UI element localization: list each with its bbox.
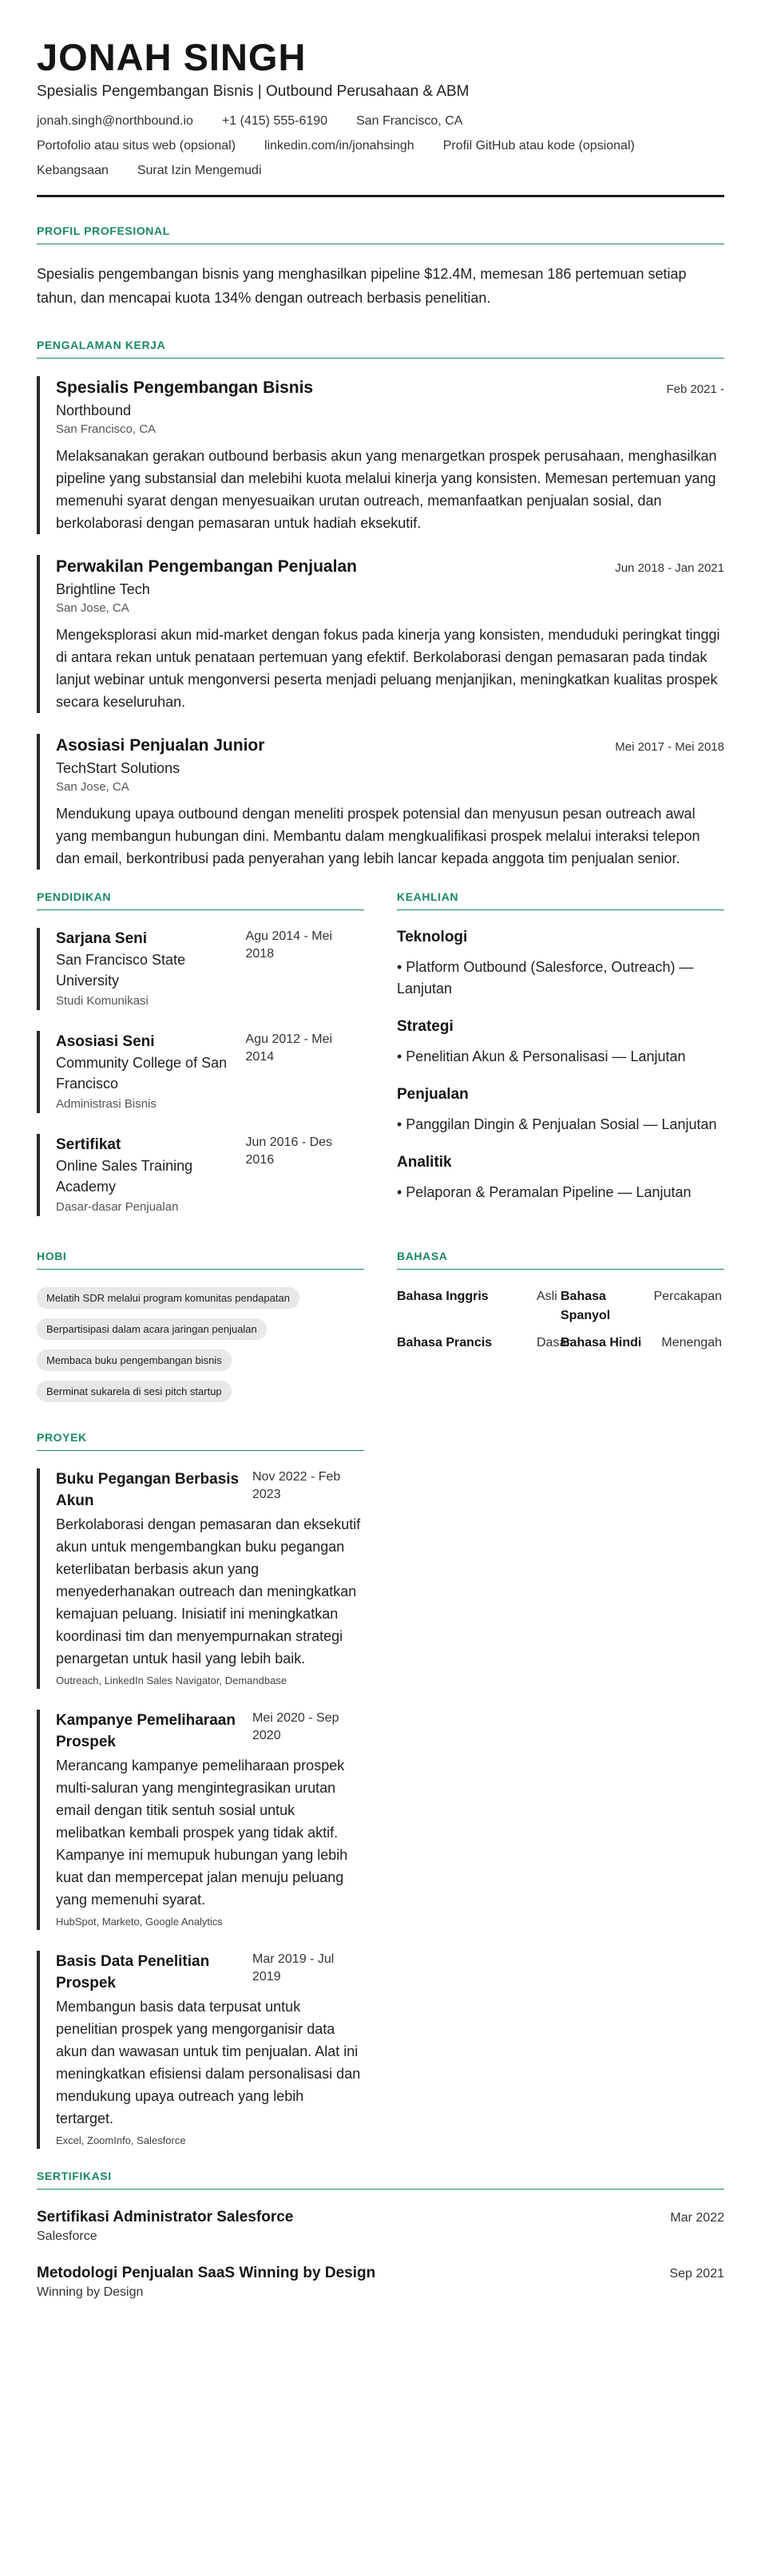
resume-header <box>37 37 724 197</box>
skill-item: • Pelaporan & Peramalan Pipeline — Lanjutan <box>397 1183 692 1200</box>
certification-date: Mar 2022 <box>670 2210 724 2225</box>
project-description: Merancang kampanye pemeliharaan prospek multi-saluran yang mengintegrasikan urutan email dengan titik sentuh sosial untuk melibatkan kembali prospek yang tidak aktif. Kampanye ini memupuk hubungan yang lebih kuat dan mempercepat jalan menuju peluang yang memenuhi syarat. <box>56 1757 348 1908</box>
job-company: TechStart Solutions <box>56 759 180 776</box>
education-skills-row <box>37 890 724 1237</box>
job-title: Perwakilan Pengembangan Penjualan <box>56 557 357 576</box>
contact-row-links <box>37 138 724 154</box>
project-date: Nov 2022 - Feb 2023 <box>252 1469 341 1501</box>
certification-issuer: Salesforce <box>37 2229 97 2243</box>
education-degree: Sertifikat <box>56 1135 121 1153</box>
project-title: Kampanye Pemeliharaan Prospek <box>56 1711 236 1750</box>
job-description: Mendukung upaya outbound dengan meneliti prospek potensial dan menyusun pesan outreach awal yang membangun hubungan dini. Membantu dalam mengkualifikasi prospek melalui interaksi telepon dan email, berkontribusi pada penyerahan yang lebih lancar kepada anggota tim penjualan senior. <box>56 805 700 866</box>
skill-category: Teknologi <box>397 928 468 945</box>
education-entry <box>37 928 364 1010</box>
project-tools: Outreach, LinkedIn Sales Navigator, Demandbase <box>56 1674 287 1686</box>
language-level: Dasar <box>537 1335 571 1349</box>
hobbies-section-title: HOBI <box>37 1250 364 1270</box>
job-company: Northbound <box>56 402 132 418</box>
hobby-list <box>37 1287 364 1412</box>
job-location: San Jose, CA <box>56 600 129 615</box>
skill-category: Penjualan <box>397 1085 469 1103</box>
job-title: Asosiasi Penjualan Junior <box>56 735 265 755</box>
hobby-chip: Melatih SDR melalui program komunitas pendapatan <box>37 1287 299 1309</box>
language-name: Bahasa Inggris <box>397 1289 489 1303</box>
project-tools: HubSpot, Marketo, Google Analytics <box>56 1915 223 1928</box>
contact-driving-license: Surat Izin Mengemudi <box>137 163 262 177</box>
contact-nationality: Kebangsaan <box>37 163 109 177</box>
contact-email[interactable]: jonah.singh@northbound.io <box>37 113 193 128</box>
language-name: Bahasa Prancis <box>397 1335 493 1349</box>
job-date: Mei 2017 - Mei 2018 <box>615 739 724 754</box>
project-description: Berkolaborasi dengan pemasaran dan eksekutif akun untuk mengembangkan buku pegangan keterlibatan berbasis akun yang menyederhanakan outreach dan meningkatkan kemajuan peluang. Inisiatif ini meningkatkan koordinasi tim dan menyempurnakan strategi penargetan untuk hasil yang lebih baik. <box>56 1516 361 1666</box>
education-degree: Asosiasi Seni <box>56 1032 155 1050</box>
hobby-chip: Berminat sukarela di sesi pitch startup <box>37 1381 232 1402</box>
skill-group <box>397 1017 724 1068</box>
education-degree: Sarjana Seni <box>56 929 148 947</box>
education-field: Dasar-dasar Penjualan <box>56 1199 179 1214</box>
experience-section-title: PENGALAMAN KERJA <box>37 339 724 359</box>
education-date: Agu 2012 - Mei 2014 <box>245 1032 333 1064</box>
projects-section-title: PROYEK <box>37 1431 364 1451</box>
contact-location: San Francisco, CA <box>356 113 463 128</box>
language-grid <box>397 1287 724 1353</box>
project-entry <box>37 1951 364 2149</box>
certification-name: Metodologi Penjualan SaaS Winning by Design <box>37 2264 376 2281</box>
job-location: San Francisco, CA <box>56 422 157 436</box>
contact-row-primary <box>37 113 724 129</box>
contact-github[interactable]: Profil GitHub atau kode (opsional) <box>442 138 635 153</box>
skill-group <box>397 1153 724 1203</box>
skill-group <box>397 928 724 1000</box>
education-entry <box>37 1134 364 1216</box>
certification-issuer: Winning by Design <box>37 2285 144 2299</box>
skill-item: • Penelitian Akun & Personalisasi — Lanjutan <box>397 1048 686 1064</box>
project-date: Mei 2020 - Sep 2020 <box>252 1710 339 1742</box>
skill-item: • Panggilan Dingin & Penjualan Sosial — Lanjutan <box>397 1116 717 1132</box>
project-entry <box>37 1468 364 1689</box>
languages-section <box>397 1250 724 1412</box>
experience-entry <box>37 555 724 713</box>
language-level: Menengah <box>661 1335 722 1349</box>
language-level: Percakapan <box>653 1289 722 1303</box>
skill-category: Analitik <box>397 1153 452 1171</box>
profile-section <box>37 224 724 310</box>
contact-linkedin[interactable]: linkedin.com/in/jonahsingh <box>264 138 414 153</box>
job-date: Feb 2021 - <box>666 382 724 396</box>
education-school: Online Sales Training Academy <box>56 1157 193 1195</box>
job-title: Spesialis Pengembangan Bisnis <box>56 378 314 397</box>
languages-section-title: BAHASA <box>397 1250 724 1270</box>
project-tools: Excel, ZoomInfo, Salesforce <box>56 2134 186 2146</box>
certification-entry <box>37 2207 724 2245</box>
project-entry <box>37 1710 364 1930</box>
profile-section-title: PROFIL PROFESIONAL <box>37 224 724 244</box>
job-description: Mengeksplorasi akun mid-market dengan fokus pada kinerja yang konsisten, menduduki peringkat tinggi di antara rekan untuk penataan pertemuan yang efektif. Berkolaborasi dengan pemasaran pada tindak lanjut webinar untuk mengonversi peserta menjadi peluang menjanjikan, meningkatkan kualitas prospek secara keseluruhan. <box>56 626 720 710</box>
education-school: Community College of San Francisco <box>56 1054 228 1092</box>
profile-summary: Spesialis pengembangan bisnis yang menghasilkan pipeline $12.4M, memesan 186 pertemuan setiap tahun, dan mencapai kuota 134% dengan outreach berbasis penelitian. <box>37 265 687 306</box>
project-title: Buku Pegangan Berbasis Akun <box>56 1470 240 1509</box>
education-entry <box>37 1031 364 1113</box>
header-divider <box>37 195 724 197</box>
education-field: Studi Komunikasi <box>56 993 149 1008</box>
certification-name: Sertifikasi Administrator Salesforce <box>37 2208 294 2225</box>
certification-entry <box>37 2263 724 2301</box>
candidate-name: JONAH SINGH <box>37 36 307 78</box>
hobby-chip: Membaca buku pengembangan bisnis <box>37 1349 232 1371</box>
skills-section <box>397 890 724 1237</box>
projects-section <box>37 1431 364 2149</box>
experience-section <box>37 339 724 870</box>
hobby-chip: Berpartisipasi dalam acara jaringan penjualan <box>37 1318 267 1340</box>
project-date: Mar 2019 - Jul 2019 <box>252 1952 335 1984</box>
candidate-headline: Spesialis Pengembangan Bisnis | Outbound Perusahaan & ABM <box>37 82 470 100</box>
job-company: Brightline Tech <box>56 581 150 597</box>
contact-phone[interactable]: +1 (415) 555-6190 <box>221 113 328 128</box>
certifications-section <box>37 2170 724 2301</box>
skill-category: Strategi <box>397 1017 454 1035</box>
contact-row-extra <box>37 163 724 179</box>
skill-group <box>397 1085 724 1135</box>
skill-item: • Platform Outbound (Salesforce, Outreach) — Lanjutan <box>397 958 694 997</box>
job-description: Melaksanakan gerakan outbound berbasis akun yang menargetkan prospek perusahaan, menghasilkan pipeline yang substansial dan melebihi kuota melalui kinerja yang konsisten. Memesan pertemuan yang memenuhi syarat dengan menyesuaikan urutan outreach, memanfaatkan penjualan sosial, dan berkolaborasi dengan pemasaran untuk hadiah eksekutif. <box>56 447 717 531</box>
language-level: Asli <box>537 1289 557 1303</box>
project-description: Membangun basis data terpusat untuk penelitian prospek yang mengorganisir data akun dan wawasan untuk tim penjualan. Alat ini meningkatkan efisiensi dalam personalisasi dan mendukung upaya outreach yang lebih tertarget. <box>56 1998 361 2126</box>
education-date: Jun 2016 - Des 2016 <box>245 1135 333 1167</box>
skills-section-title: KEAHLIAN <box>397 890 724 910</box>
job-date: Jun 2018 - Jan 2021 <box>615 561 724 575</box>
certifications-section-title: SERTIFIKASI <box>37 2170 724 2190</box>
language-name: Bahasa Spanyol <box>561 1289 611 1322</box>
experience-entry <box>37 734 724 870</box>
language-name: Bahasa Hindi <box>561 1335 642 1349</box>
experience-entry <box>37 376 724 534</box>
hobbies-languages-row <box>37 1250 724 1412</box>
certification-date: Sep 2021 <box>669 2266 724 2281</box>
education-date: Agu 2014 - Mei 2018 <box>245 929 333 961</box>
education-field: Administrasi Bisnis <box>56 1096 157 1111</box>
education-section-title: PENDIDIKAN <box>37 890 364 910</box>
education-section <box>37 890 364 1237</box>
hobbies-section <box>37 1250 364 1412</box>
contact-portfolio[interactable]: Portofolio atau situs web (opsional) <box>37 138 236 153</box>
job-location: San Jose, CA <box>56 779 129 794</box>
project-title: Basis Data Penelitian Prospek <box>56 1952 210 1991</box>
education-school: San Francisco State University <box>56 951 186 989</box>
